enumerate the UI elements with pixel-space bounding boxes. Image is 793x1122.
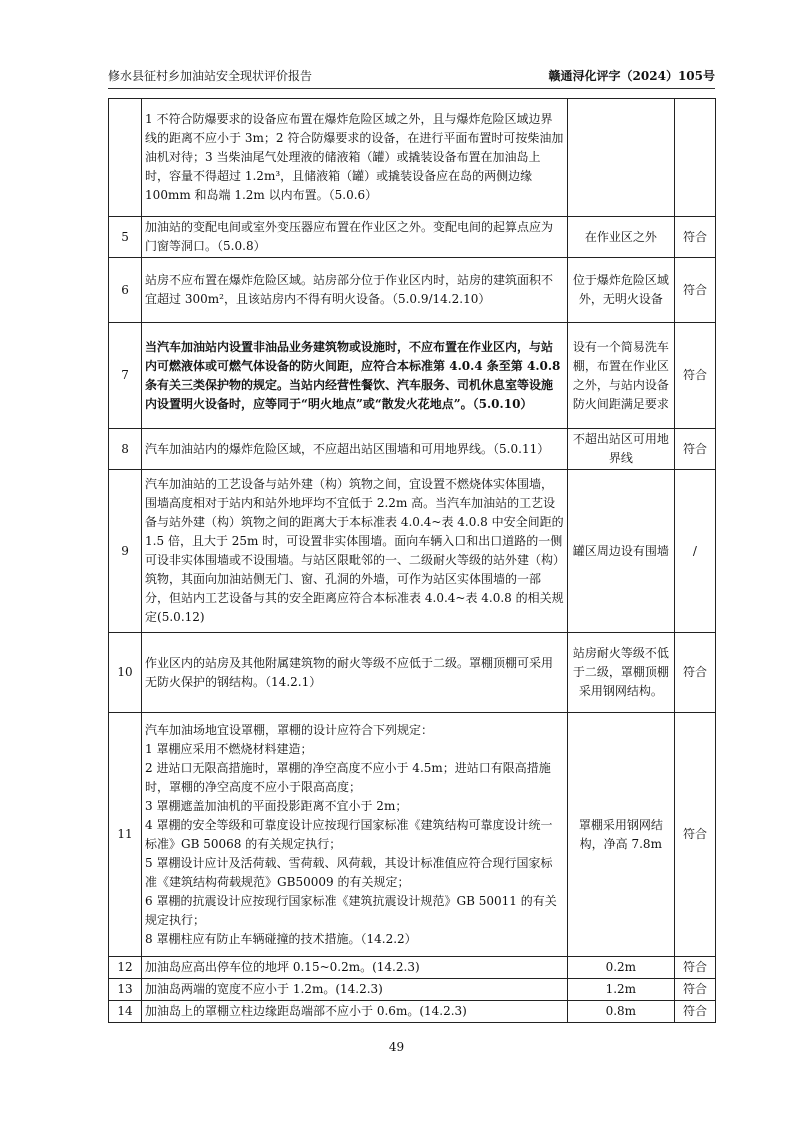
actual-condition: 位于爆炸危险区域外，无明火设备 bbox=[567, 258, 674, 323]
requirement-text: 汽车加油站的工艺设备与站外建（构）筑物之间，宜设置不燃烧体实体围墙，围墙高度相对于站内和站外地坪均不宜低于 2.2m 高。当汽车加油站的工艺设备与站外建（构）筑物之间的距离大于本标准表 4.0.4~表 4.0.8 中安全间距的 1.5 倍，且大于 25m 时，可设置非实体围墙。面向车辆入口和出口道路的一侧可设非实体围墙或不设围墙。与站区限毗邻的一、二级耐火等级的站外建（构）筑物，其面向加油站侧无门、窗、孔洞的外墙，可作为站区实体围墙的一部分，但站内工艺设备与其的安全距离应符合本标准表 4.0.4~表 4.0.8 的相关规定(5.0.12) bbox=[142, 470, 568, 633]
row-number: 9 bbox=[109, 470, 142, 633]
inspection-table bbox=[108, 98, 716, 1023]
actual-condition bbox=[567, 99, 674, 217]
actual-condition: 0.2m bbox=[567, 957, 674, 979]
report-title: 修水县征村乡加油站安全现状评价报告 bbox=[108, 69, 313, 83]
row-number: 8 bbox=[109, 429, 142, 470]
table-row bbox=[109, 979, 716, 1001]
table-row bbox=[109, 713, 716, 957]
page-number: 49 bbox=[388, 1040, 405, 1054]
actual-condition: 1.2m bbox=[567, 979, 674, 1001]
actual-condition: 站房耐火等级不低于二级，罩棚顶棚采用钢网结构。 bbox=[567, 633, 674, 713]
requirement-text: 加油站的变配电间或室外变压器应布置在作业区之外。变配电间的起算点应为门窗等洞口。（5.0.8） bbox=[142, 217, 568, 258]
check-result: 符合 bbox=[674, 258, 715, 323]
page-header bbox=[108, 66, 715, 89]
actual-condition: 不超出站区可用地界线 bbox=[567, 429, 674, 470]
requirement-text: 加油岛应高出停车位的地坪 0.15~0.2m。(14.2.3) bbox=[142, 957, 568, 979]
check-result bbox=[674, 99, 715, 217]
check-result: / bbox=[674, 470, 715, 633]
requirement-text: 站房不应布置在爆炸危险区域。站房部分位于作业区内时，站房的建筑面积不宜超过 300m²，且该站房内不得有明火设备。（5.0.9/14.2.10） bbox=[142, 258, 568, 323]
table-row bbox=[109, 217, 716, 258]
row-number: 14 bbox=[109, 1001, 142, 1023]
check-result: 符合 bbox=[674, 713, 715, 957]
actual-condition: 0.8m bbox=[567, 1001, 674, 1023]
row-number: 6 bbox=[109, 258, 142, 323]
check-result: 符合 bbox=[674, 429, 715, 470]
row-number: 13 bbox=[109, 979, 142, 1001]
table-row bbox=[109, 470, 716, 633]
requirement-text: 加油岛上的罩棚立柱边缘距岛端部不应小于 0.6m。(14.2.3) bbox=[142, 1001, 568, 1023]
requirement-text: 作业区内的站房及其他附属建筑物的耐火等级不应低于二级。罩棚顶棚可采用无防火保护的钢结构。（14.2.1） bbox=[142, 633, 568, 713]
requirement-text: 加油岛两端的宽度不应小于 1.2m。(14.2.3) bbox=[142, 979, 568, 1001]
check-result: 符合 bbox=[674, 633, 715, 713]
row-number: 7 bbox=[109, 323, 142, 429]
actual-condition: 在作业区之外 bbox=[567, 217, 674, 258]
check-result: 符合 bbox=[674, 323, 715, 429]
requirement-text: 汽车加油站内的爆炸危险区域，不应超出站区围墙和可用地界线。（5.0.11） bbox=[142, 429, 568, 470]
row-number: 5 bbox=[109, 217, 142, 258]
check-result: 符合 bbox=[674, 1001, 715, 1023]
row-number: 12 bbox=[109, 957, 142, 979]
requirement-text: 汽车加油场地宜设罩棚，罩棚的设计应符合下列规定： 1 罩棚应采用不燃烧材料建造； 2 进站口无限高措施时，罩棚的净空高度不应小于 4.5m；进站口有限高措施时，罩棚的净空高度不应小于限高高度； 3 罩棚遮盖加油机的平面投影距离不宜小于 2m； 4 罩棚的安全等级和可靠度设计应按现行国家标准《建筑结构可靠度设计统一标准》GB 50068 的有关规定执行； 5 罩棚设计应计及活荷载、雪荷载、风荷载，其设计标准值应符合现行国家标准《建筑结构荷载规范》GB50009 的有关规定； 6 罩棚的抗震设计应按现行国家标准《建筑抗震设计规范》GB 50011 的有关规定执行； 8 罩棚柱应有防止车辆碰撞的技术措施。（14.2.2） bbox=[142, 713, 568, 957]
table-row bbox=[109, 633, 716, 713]
row-number: 10 bbox=[109, 633, 142, 713]
table-row bbox=[109, 99, 716, 217]
table-row bbox=[109, 258, 716, 323]
table-row bbox=[109, 1001, 716, 1023]
check-result: 符合 bbox=[674, 979, 715, 1001]
actual-condition: 设有一个简易洗车棚，布置在作业区之外，与站内设备防火间距满足要求 bbox=[567, 323, 674, 429]
row-number bbox=[109, 99, 142, 217]
requirement-text: 1 不符合防爆要求的设备应布置在爆炸危险区域之外，且与爆炸危险区域边界线的距离不应小于 3m；2 符合防爆要求的设备，在进行平面布置时可按柴油加油机对待；3 当柴油尾气处理液的储液箱（罐）或撬装设备布置在加油岛上时，容量不得超过 1.2m³，且储液箱（罐）或撬装设备应在岛的两侧边缘 100mm 和岛端 1.2m 以内布置。（5.0.6） bbox=[142, 99, 568, 217]
table-row bbox=[109, 957, 716, 979]
table-row bbox=[109, 429, 716, 470]
actual-condition: 罐区周边设有围墙 bbox=[567, 470, 674, 633]
report-code: 赣通浔化评字（2024）105号 bbox=[548, 69, 715, 83]
table-row bbox=[109, 323, 716, 429]
check-result: 符合 bbox=[674, 957, 715, 979]
row-number: 11 bbox=[109, 713, 142, 957]
actual-condition: 罩棚采用钢网结构，净高 7.8m bbox=[567, 713, 674, 957]
check-result: 符合 bbox=[674, 217, 715, 258]
requirement-text: 当汽车加油站内设置非油品业务建筑物或设施时，不应布置在作业区内，与站内可燃液体或可燃气体设备的防火间距，应符合本标准第 4.0.4 条至第 4.0.8 条有关三类保护物的规定。当站内经营性餐饮、汽车服务、司机休息室等设施内设置明火设备时，应等同于“明火地点”或“散发火花地点”。（5.0.10） bbox=[142, 323, 568, 429]
